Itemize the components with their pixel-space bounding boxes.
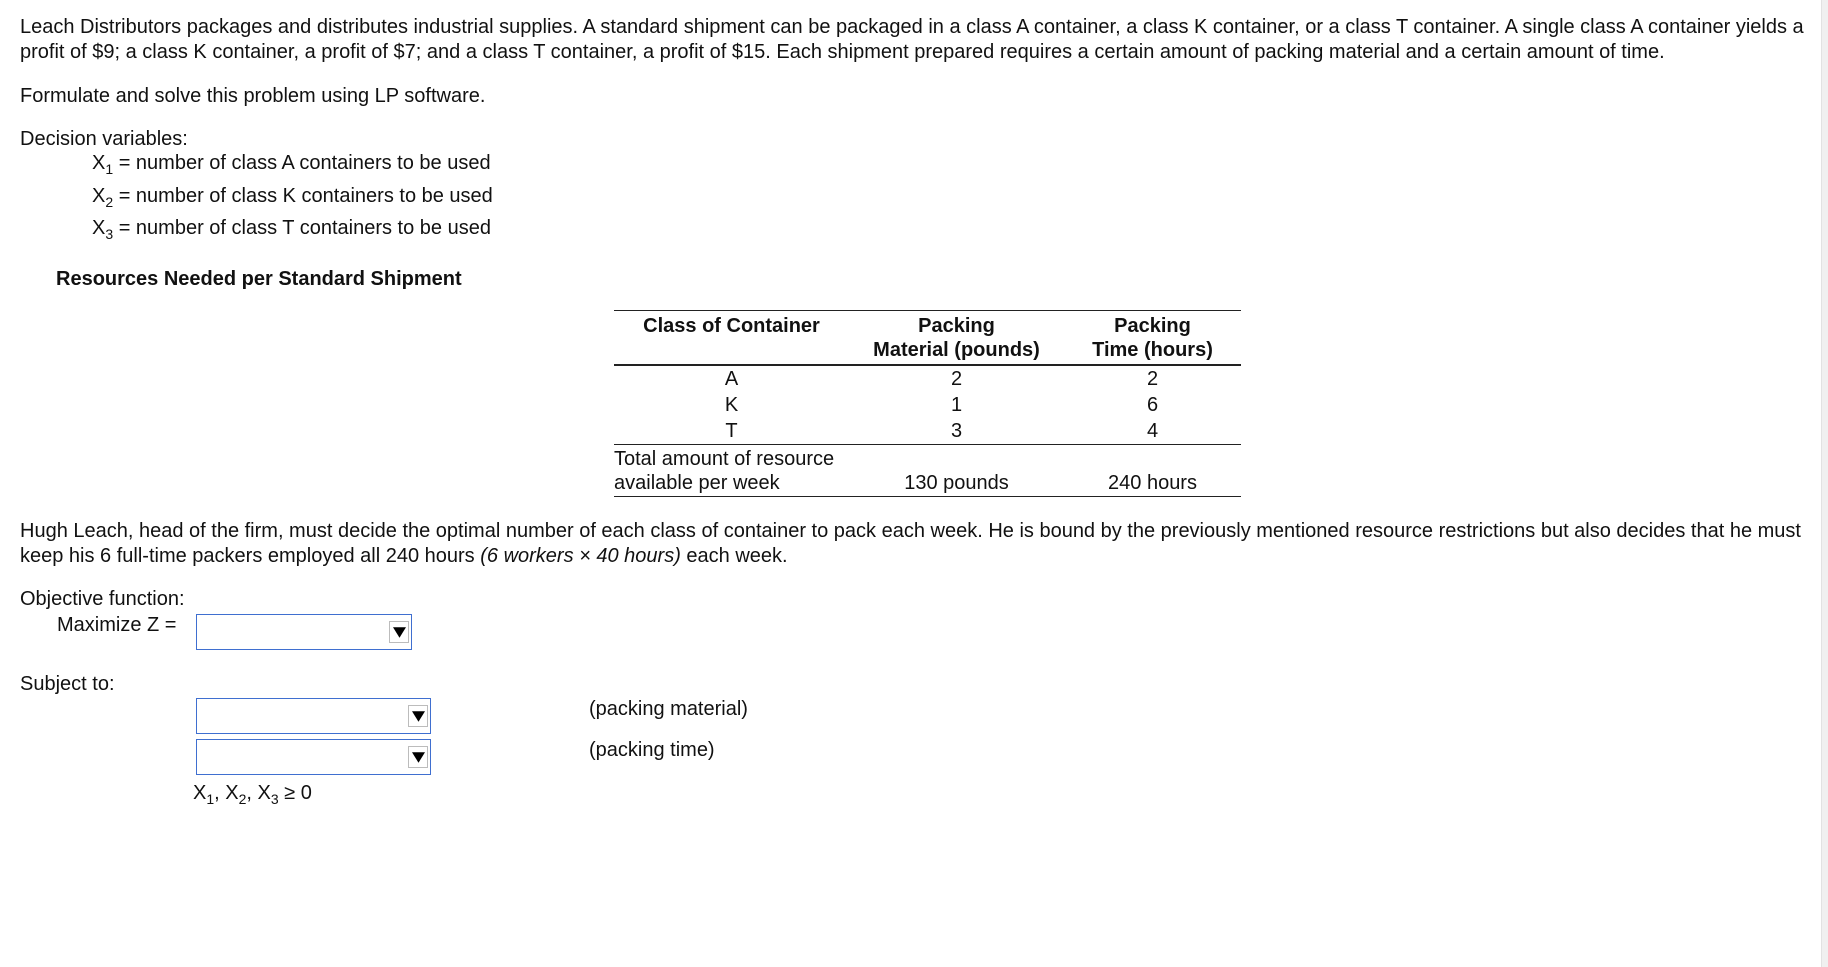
hugh-line-1: Hugh Leach, head of the firm, must decide the optimal number of each class of container to pack each week. He is bound by the previously mentioned resource restrictions but also decides that he must [20, 520, 1801, 542]
cell-class: A [724, 368, 739, 390]
triangle-down-icon[interactable] [389, 621, 409, 643]
formulate-instruction: Formulate and solve this problem using LP software. [20, 85, 486, 107]
decision-variables-label: Decision variables: [20, 128, 188, 150]
cell-material: 1 [950, 394, 963, 416]
table-row [614, 392, 1241, 418]
maximize-label: Maximize Z = [57, 614, 177, 636]
table-header-row [614, 311, 1241, 366]
packing-material-constraint-dropdown[interactable] [196, 698, 431, 734]
hugh-paragraph [20, 519, 1810, 569]
intro-line-1: Leach Distributors packages and distributes industrial supplies. A standard shipment can be packaged in a class A container, a class K container, or a class T container. A single class A container yields a [20, 16, 1804, 38]
table-total-row [614, 445, 1241, 497]
triangle-down-icon[interactable] [408, 705, 428, 727]
table-heading: Resources Needed per Standard Shipment [56, 268, 462, 290]
vertical-scrollbar[interactable] [1821, 0, 1828, 967]
cell-time: 2 [1146, 368, 1159, 390]
triangle-down-icon[interactable] [408, 746, 428, 768]
table-row [614, 365, 1241, 392]
cell-material: 3 [950, 420, 963, 442]
variable-x3-definition: $X_3$ = number of class T containers to be used [92, 217, 491, 242]
header-packing-material: Packing Material (pounds) [873, 315, 1040, 361]
objective-function-label: Objective function: [20, 588, 185, 610]
header-packing-time: Packing Time (hours) [1092, 315, 1213, 361]
nonnegativity-constraint: $X_1$, $X_2$, $X_3 \ge 0$ [193, 782, 312, 807]
intro-line-2: profit of $9; a class K container, a profit of $7; and a class T container, a profit of $15. Each shipment prepared requires a certain amount of packing material and a certain amount of time. [20, 41, 1665, 63]
variable-x1-definition: $X_1$ = number of class A containers to be used [92, 152, 491, 177]
cell-time: 6 [1146, 394, 1159, 416]
subject-to-label: Subject to: [20, 673, 115, 695]
objective-function-dropdown[interactable] [196, 614, 412, 650]
cell-time: 4 [1146, 420, 1159, 442]
cell-material: 2 [950, 368, 963, 390]
cell-class: K [724, 394, 739, 416]
total-material: 130 pounds [904, 472, 1009, 494]
resources-table [614, 310, 1241, 497]
hugh-line-2: keep his 6 full-time packers employed all 240 hours (6 workers × 40 hours) each week. [20, 545, 788, 567]
total-label: Total amount of resource available per week [614, 448, 835, 494]
intro-paragraph [20, 15, 1810, 65]
total-time: 240 hours [1108, 472, 1197, 494]
packing-time-label: (packing time) [589, 739, 715, 761]
variable-x2-definition: $X_2$ = number of class K containers to be used [92, 185, 493, 210]
header-class-of-container: Class of Container [643, 315, 820, 337]
table-row [614, 418, 1241, 445]
packing-time-constraint-dropdown[interactable] [196, 739, 431, 775]
cell-class: T [725, 420, 738, 442]
packing-material-label: (packing material) [589, 698, 748, 720]
